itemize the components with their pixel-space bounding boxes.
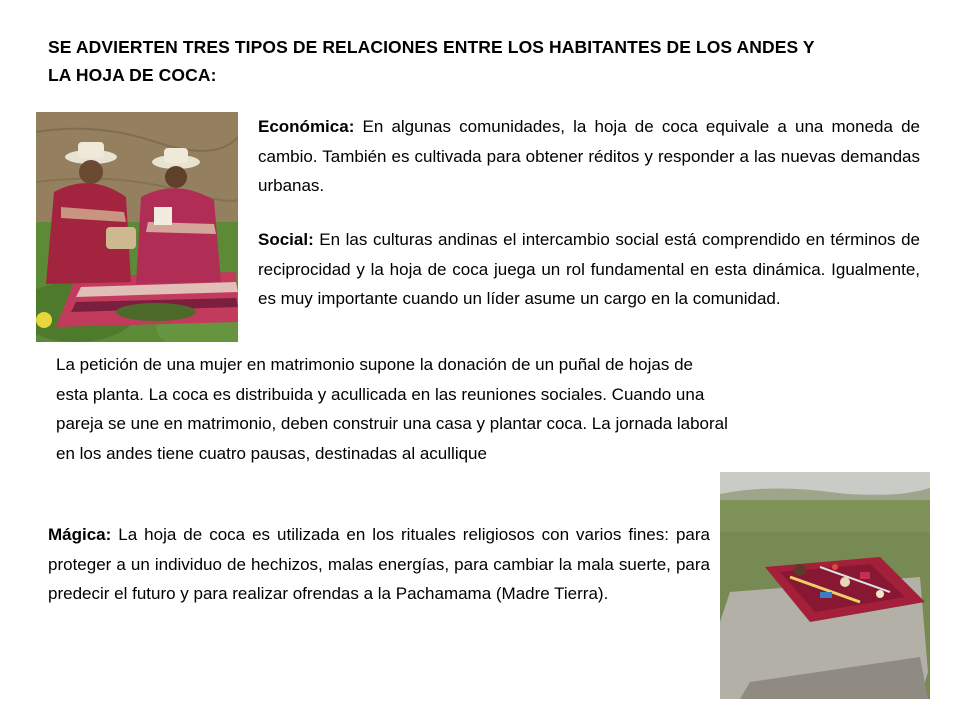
paragraph-peticion: [56, 350, 922, 468]
economica-label: Económica:: [258, 117, 355, 136]
magica-text: La hoja de coca es utilizada en los rituales religiosos con varios fines: para proteger a un individuo de hechizos, malas energías, para cambiar la mala suerte, para predecir el futuro y para realizar ofrendas a la Pachamama (Madre Tierra).: [48, 525, 710, 603]
magica-label: Mágica:: [48, 525, 112, 544]
peticion-line-2: esta planta. La coca es distribuida y acullicada en las reuniones sociales. Cuando una: [56, 384, 705, 404]
photo-andean-men-with-coca: [36, 112, 238, 342]
photo-ritual-altar-illustration: [720, 472, 930, 699]
peticion-line-1: La petición de una mujer en matrimonio supone la donación de un puñal de hojas de: [56, 355, 694, 374]
social-label: Social:: [258, 230, 314, 249]
photo-ritual-altar: [720, 472, 930, 699]
paragraph-economica: [258, 112, 920, 201]
peticion-line-3: pareja se une en matrimonio, deben construir una casa y plantar coca. La jornada laboral: [56, 414, 728, 433]
peticion-line-4: en los andes tiene cuatro pausas, destinadas al acullique: [56, 443, 487, 463]
social-text: En las culturas andinas el intercambio social está comprendido en términos de reciprocidad y la hoja de coca juega un rol fundamental en esta dinámica. Igualmente, es muy importante cuando un líder asume un cargo en la comunidad.: [258, 230, 920, 308]
paragraph-social: [258, 225, 920, 314]
slide-title-line-1: SE ADVIERTEN TRES TIPOS DE RELACIONES ENTRE LOS HABITANTES DE LOS ANDES Y: [48, 37, 815, 57]
photo-andean-men-illustration: [36, 112, 238, 342]
paragraph-magica: [48, 520, 710, 609]
economica-text: En algunas comunidades, la hoja de coca equivale a una moneda de cambio. También es cultivada para obtener réditos y responder a las nuevas demandas urbanas.: [258, 117, 920, 195]
slide-title-line-2: LA HOJA DE COCA:: [48, 65, 217, 85]
slide-title: [48, 33, 908, 89]
